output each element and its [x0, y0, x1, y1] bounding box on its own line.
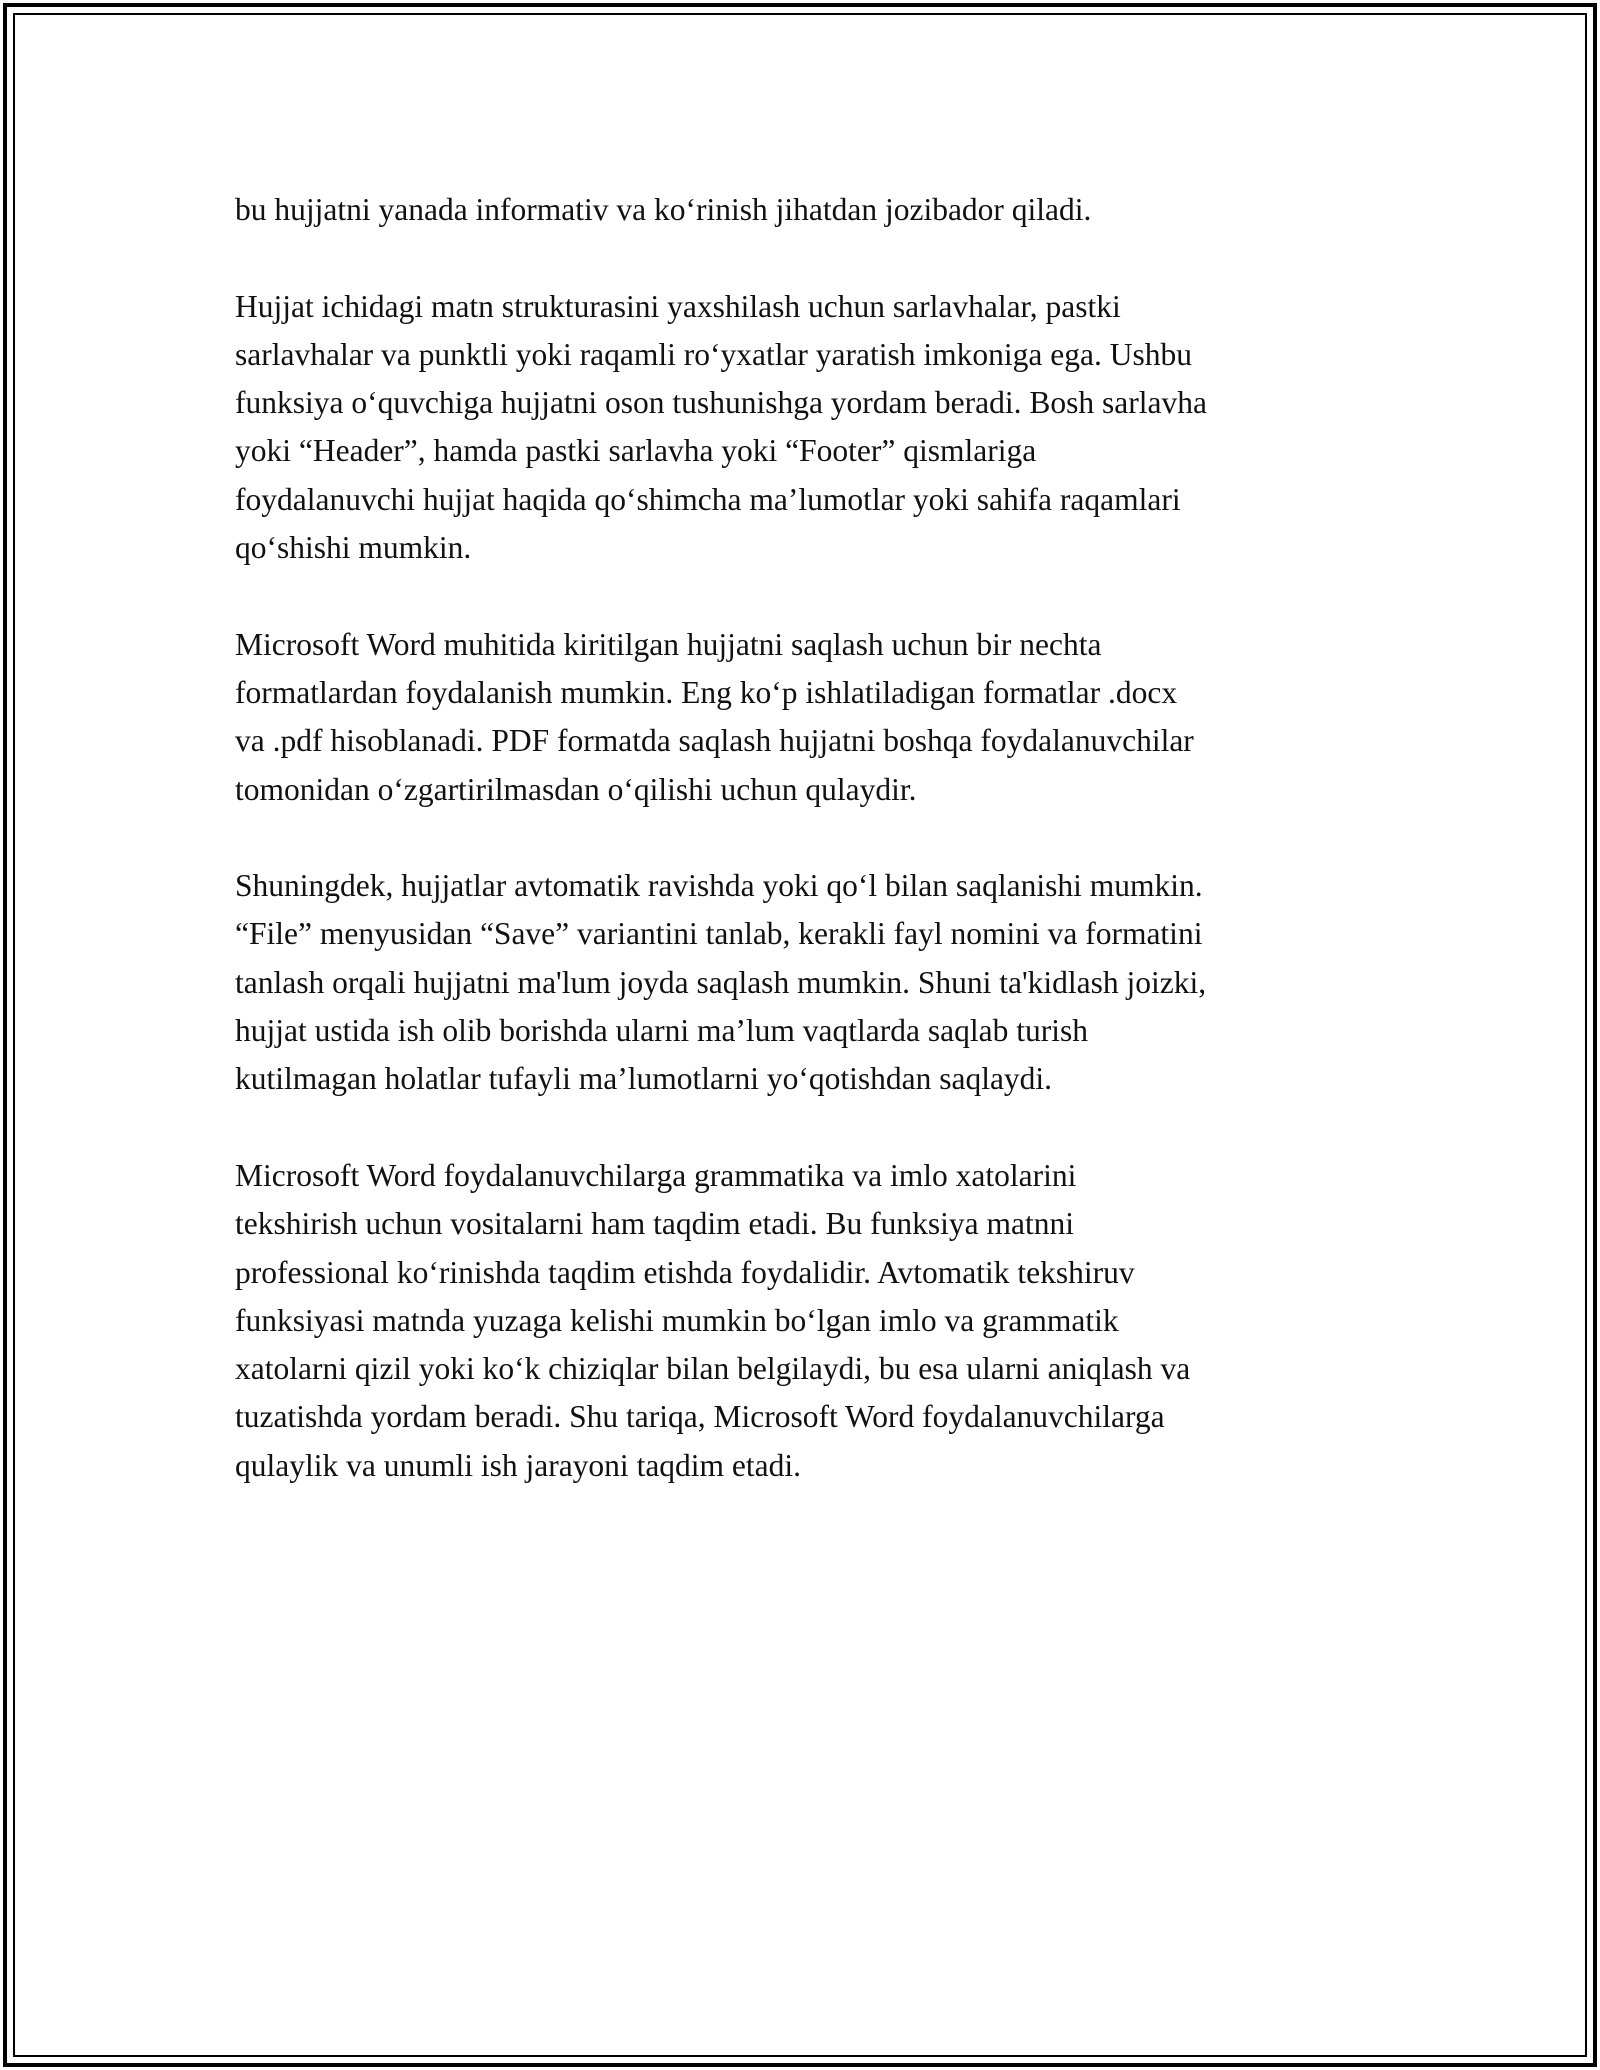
- text-line: Hujjat ichidagi matn strukturasini yaxshilash uchun sarlavhalar, pastki: [235, 288, 1121, 324]
- text-line: tekshirish uchun vositalarni ham taqdim etadi. Bu funksiya matnni: [235, 1206, 1074, 1242]
- text-line: formatlardan foydalanish mumkin. Eng koʻp ishlatiladigan formatlar .docx: [235, 674, 1178, 710]
- text-line: kutilmagan holatlar tufayli maʼlumotlarni yoʻqotishdan saqlaydi.: [235, 1061, 1053, 1097]
- text-line: va .pdf hisoblanadi. PDF formatda saqlash hujjatni boshqa foydalanuvchilar: [235, 723, 1194, 759]
- text-line: Microsoft Word foydalanuvchilarga grammatika va imlo xatolarini: [235, 1157, 1077, 1193]
- text-line: Shuningdek, hujjatlar avtomatik ravishda yoki qoʻl bilan saqlanishi mumkin.: [235, 868, 1203, 904]
- text-line: xatolarni qizil yoki koʻk chiziqlar bilan belgilaydi, bu esa ularni aniqlash va: [235, 1351, 1191, 1387]
- paragraph-5: [235, 1152, 1395, 1490]
- text-line: foydalanuvchi hujjat haqida qoʻshimcha maʼlumotlar yoki sahifa raqamlari: [235, 481, 1181, 517]
- text-line: sarlavhalar va punktli yoki raqamli roʻyxatlar yaratish imkoniga ega. Ushbu: [235, 336, 1192, 372]
- text-line: hujjat ustida ish olib borishda ularni maʼlum vaqtlarda saqlab turish: [235, 1013, 1088, 1049]
- paragraph-3: [235, 621, 1395, 814]
- text-line: funksiya oʻquvchiga hujjatni oson tushunishga yordam beradi. Bosh sarlavha: [235, 385, 1207, 421]
- text-line: tomonidan oʻzgartirilmasdan oʻqilishi uchun qulaydir.: [235, 771, 917, 807]
- paragraph-2: [235, 283, 1395, 573]
- paragraph-1: [235, 186, 1395, 234]
- text-line: qoʻshishi mumkin.: [235, 530, 472, 566]
- document-body: [235, 186, 1395, 1538]
- text-line: “File” menyusidan “Save” variantini tanlab, kerakli fayl nomini va formatini: [235, 916, 1203, 952]
- text-line: tuzatishda yordam beradi. Shu tariqa, Microsoft Word foydalanuvchilarga: [235, 1399, 1165, 1435]
- text-line: bu hujjatni yanada informativ va koʻrinish jihatdan jozibador qiladi.: [235, 192, 1092, 227]
- text-line: yoki “Header”, hamda pastki sarlavha yoki “Footer” qismlariga: [235, 433, 1037, 469]
- text-line: professional koʻrinishda taqdim etishda foydalidir. Avtomatik tekshiruv: [235, 1254, 1135, 1290]
- text-line: tanlash orqali hujjatni ma'lum joyda saqlash mumkin. Shuni ta'kidlash joizki,: [235, 964, 1207, 1000]
- text-line: funksiyasi matnda yuzaga kelishi mumkin boʻlgan imlo va grammatik: [235, 1302, 1119, 1338]
- text-line: qulaylik va unumli ish jarayoni taqdim etadi.: [235, 1447, 802, 1483]
- paragraph-4: [235, 862, 1395, 1103]
- text-line: Microsoft Word muhitida kiritilgan hujjatni saqlash uchun bir nechta: [235, 626, 1102, 662]
